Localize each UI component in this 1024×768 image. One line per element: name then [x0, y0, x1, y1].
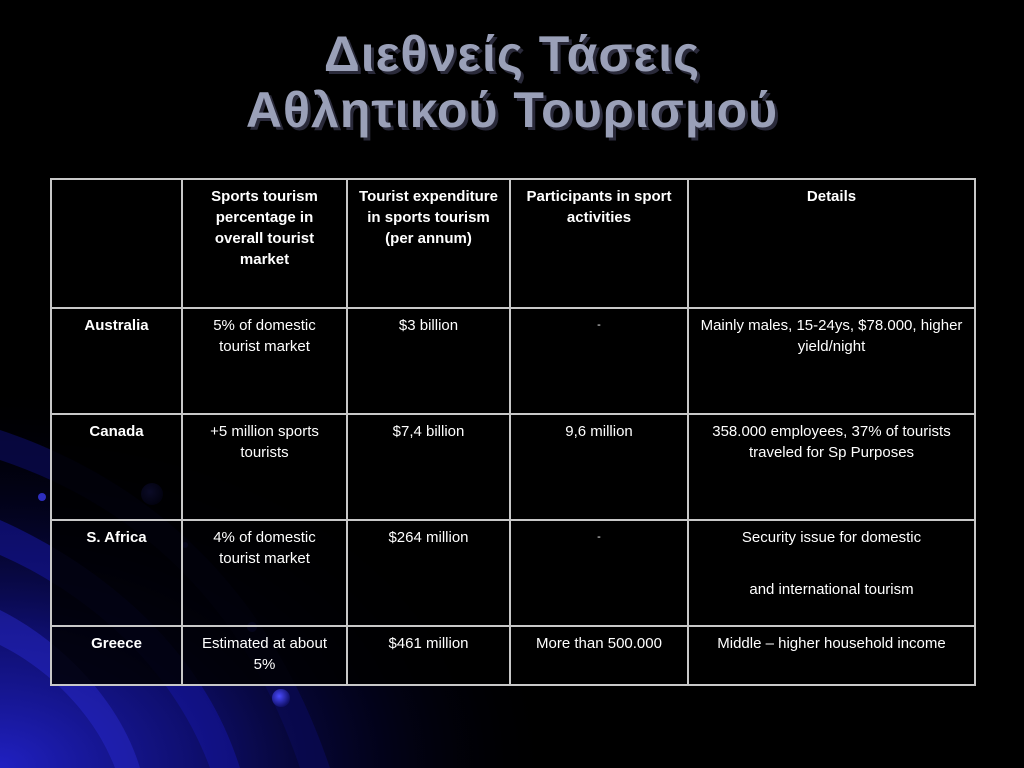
- table-row: [51, 626, 975, 685]
- participants-cell: -: [510, 308, 688, 414]
- tourism-table: [50, 178, 976, 686]
- expenditure-cell: $7,4 billion: [347, 414, 510, 520]
- header-cell-details: Details: [688, 179, 975, 308]
- title-line-1: Διεθνείς Τάσεις: [323, 26, 701, 82]
- country-cell: S. Africa: [51, 520, 182, 626]
- country-cell: Greece: [51, 626, 182, 685]
- country-cell: Australia: [51, 308, 182, 414]
- expenditure-cell: $461 million: [347, 626, 510, 685]
- details-cell: 358.000 employees, 37% of tourists traveled for Sp Purposes: [688, 414, 975, 520]
- details-cell: [688, 520, 975, 626]
- share-cell: 5% of domestic tourist market: [182, 308, 347, 414]
- participants-cell: -: [510, 520, 688, 626]
- participants-cell: More than 500.000: [510, 626, 688, 685]
- expenditure-cell: $264 million: [347, 520, 510, 626]
- title-line-2: Αθλητικού Τουρισμού: [245, 82, 779, 138]
- share-cell: +5 million sports tourists: [182, 414, 347, 520]
- header-cell-empty: [51, 179, 182, 308]
- details-cell: Mainly males, 15-24ys, $78.000, higher yield/night: [688, 308, 975, 414]
- details-line-2: and international tourism: [749, 581, 914, 598]
- header-cell-expenditure: Tourist expenditure in sports tourism (per annum): [347, 179, 510, 308]
- share-cell: Estimated at about 5%: [182, 626, 347, 685]
- share-cell: 4% of domestic tourist market: [182, 520, 347, 626]
- table-row: [51, 414, 975, 520]
- details-cell: Middle – higher household income: [688, 626, 975, 685]
- header-cell-participants: Participants in sport activities: [510, 179, 688, 308]
- table-header-row: [51, 179, 975, 308]
- expenditure-cell: $3 billion: [347, 308, 510, 414]
- table-row: [51, 520, 975, 626]
- slide-title: [0, 26, 1024, 138]
- details-line-1: Security issue for domestic: [741, 529, 922, 546]
- country-cell: Canada: [51, 414, 182, 520]
- participants-cell: 9,6 million: [510, 414, 688, 520]
- header-cell-share: Sports tourism percentage in overall tourist market: [182, 179, 347, 308]
- table-row: [51, 308, 975, 414]
